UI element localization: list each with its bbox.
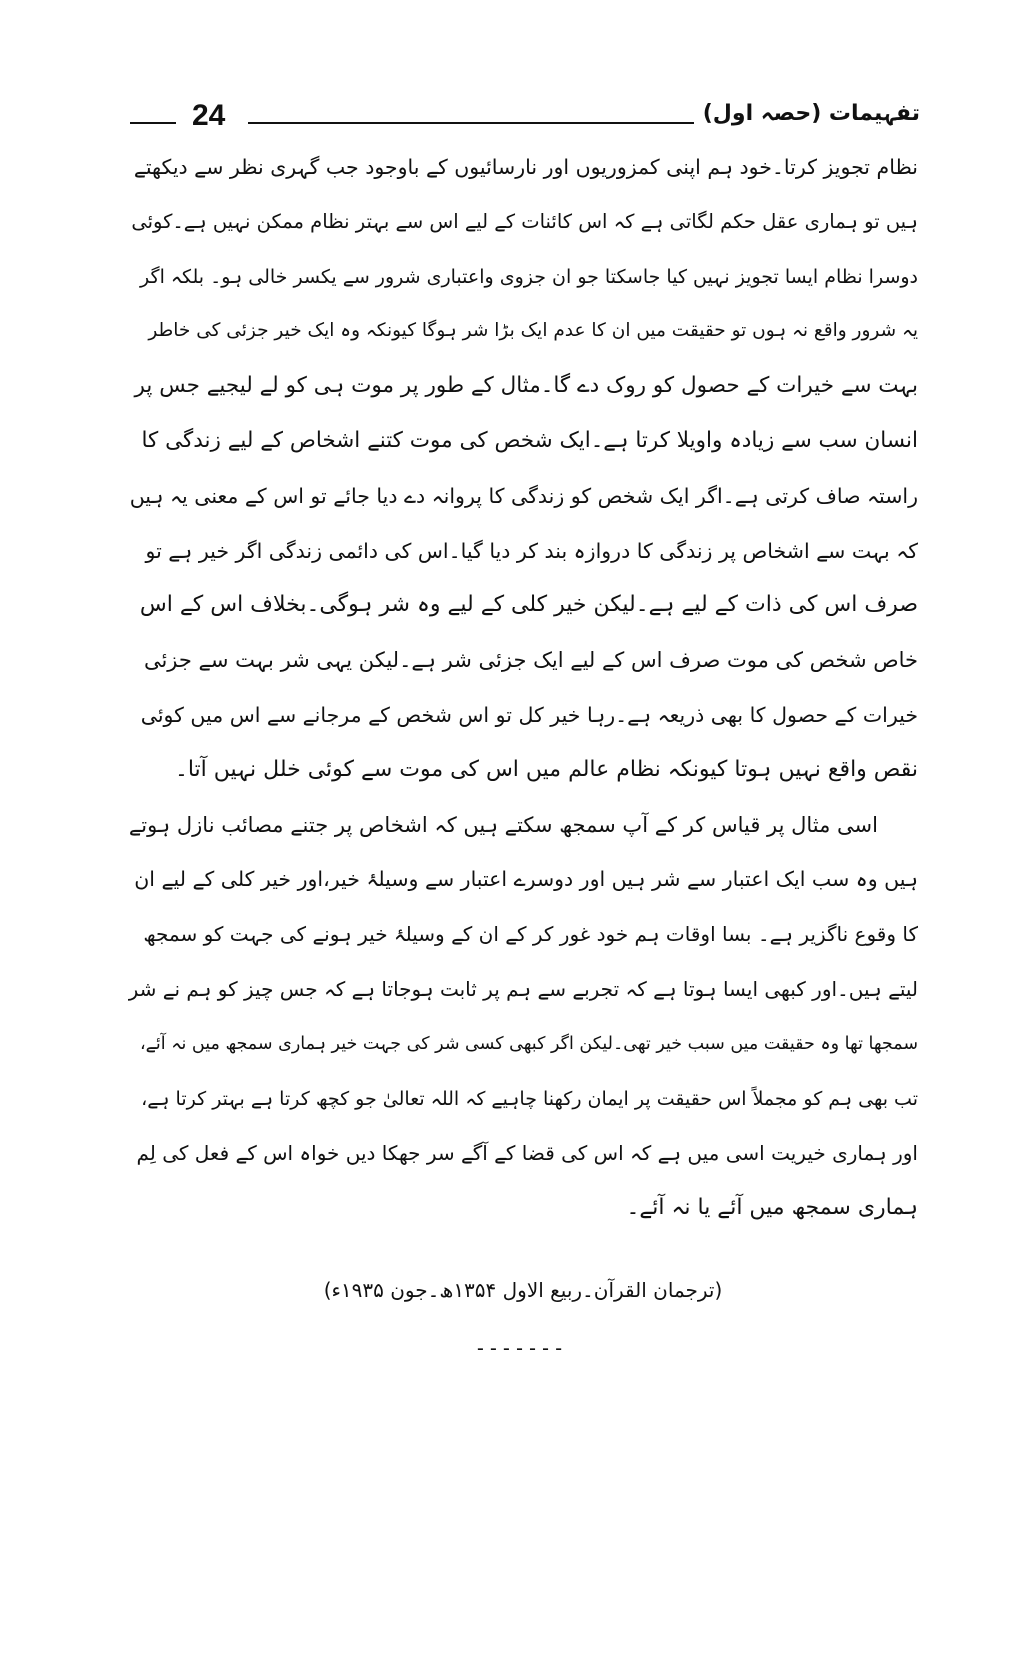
running-header — [120, 92, 920, 140]
source-citation: (ترجمان القرآن۔ربیع الاول ۱۳۵۴ھ۔جون ۱۹۳۵ء) — [323, 1278, 723, 1302]
text-line: کہ بہت سے اشخاص پر زندگی کا دروازہ بند کر دیا گیا۔اس کی دائمی زندگی اگر خیر ہے تو — [145, 538, 918, 563]
text-line: انسان سب سے زیادہ واویلا کرتا ہے۔ایک شخص کی موت کتنے اشخاص کے لیے زندگی کا — [141, 427, 918, 453]
text-line: بہت سے خیرات کے حصول کو روک دے گا۔مثال کے طور پر موت ہی کو لے لیجیے جس پر — [134, 373, 918, 399]
text-line-paragraph-start: اسی مثال پر قیاس کر کے آپ سمجھ سکتے ہیں کہ اشخاص پر جتنے مصائب نازل ہوتے — [128, 812, 878, 837]
text-line: راستہ صاف کرتی ہے۔اگر ایک شخص کو زندگی کا پروانہ دے دیا جائے تو اس کے معنی یہ ہیں — [129, 483, 918, 508]
running-title: تفہیمات (حصہ اول) — [702, 101, 920, 126]
text-line: لیتے ہیں۔اور کبھی ایسا ہوتا ہے کہ تجربے سے ہم پر ثابت ہوجاتا ہے کہ جس چیز کو ہم نے شر — [128, 976, 918, 1001]
header-rule-right — [248, 122, 694, 124]
page-number: 24 — [192, 99, 226, 132]
text-line: خیرات کے حصول کا بھی ذریعہ ہے۔رہا خیر کل تو اس شخص کے مرجانے سے اس میں کوئی — [140, 702, 918, 727]
text-line: خاص شخص کی موت صرف اس کے لیے ایک جزئی شر ہے۔لیکن یہی شر بہت سے جزئی — [143, 648, 918, 673]
text-line: صرف اس کی ذات کے لیے ہے۔لیکن خیر کلی کے لیے وہ شر ہوگی۔بخلاف اس کے اس — [139, 592, 918, 618]
text-line: نقص واقع نہیں ہوتا کیونکہ نظام عالم میں اس کی موت سے کوئی خلل نہیں آتا۔ — [174, 756, 918, 782]
text-line: یہ شرور واقع نہ ہوں تو حقیقت میں ان کا عدم ایک بڑا شر ہوگا کیونکہ وہ ایک خیر جزئی کی خاطر — [148, 320, 918, 342]
body-text — [128, 140, 918, 1236]
text-line: دوسرا نظام ایسا تجویز نہیں کیا جاسکتا جو ان جزوی واعتباری شرور سے یکسر خالی ہو۔ بلکہ اگر — [140, 265, 918, 288]
text-line: سمجھا تھا وہ حقیقت میں سبب خیر تھی۔لیکن اگر کبھی کسی شر کی جہت خیر ہماری سمجھ میں نہ آئے، — [140, 1033, 918, 1054]
text-line: کا وقوع ناگزیر ہے۔ بسا اوقات ہم خود غور کر کے ان کے وسیلۂ خیر ہونے کی جہت کو سمجھ — [143, 922, 918, 947]
text-line: ہماری سمجھ میں آئے یا نہ آئے۔ — [626, 1195, 918, 1221]
header-rule-left — [130, 122, 176, 124]
text-line: ہیں وہ سب ایک اعتبار سے شر ہیں اور دوسرے اعتبار سے وسیلۂ خیر،اور خیر کلی کے لیے ان — [134, 867, 918, 892]
text-line: اور ہماری خیریت اسی میں ہے کہ اس کی قضا کے آگے سر جھکا دیں خواہ اس کے فعل کی لِم — [136, 1141, 918, 1166]
text-line: تب بھی ہم کو مجملاً اس حقیقت پر ایمان رکھنا چاہیے کہ اللہ تعالیٰ جو کچھ کرتا ہے بہتر کرتا ہے، — [141, 1087, 918, 1110]
text-line: ہیں تو ہماری عقل حکم لگاتی ہے کہ اس کائنات کے لیے اس سے بہتر نظام ممکن نہیں ہے۔کوئی — [131, 209, 918, 233]
text-line: نظام تجویز کرتا۔خود ہم اپنی کمزوریوں اور نارسائیوں کے باوجود جب گہری نظر سے دیکھتے — [133, 155, 918, 179]
end-of-section-mark: ------- — [474, 1336, 566, 1360]
